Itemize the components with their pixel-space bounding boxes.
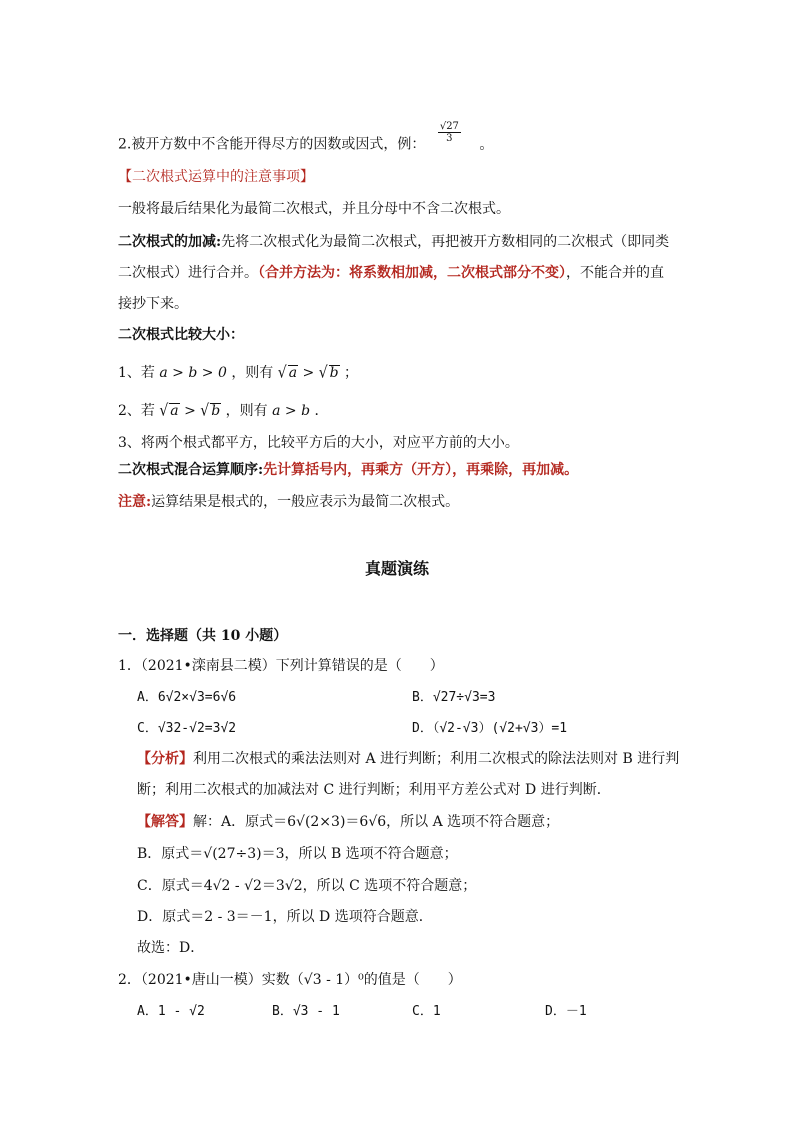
question-2-option-a: A．1 - √2 xyxy=(137,1004,205,1019)
question-2-option-b: B．√3 - 1 xyxy=(272,1004,340,1019)
add-text: 二次根式）进行合并。 xyxy=(118,265,258,281)
question-1-analysis xyxy=(137,748,679,768)
condition: a > b xyxy=(272,403,311,419)
answer-text: 解：A．原式＝6√(2×3)＝6√6，所以 A 选项不符合题意； xyxy=(193,814,560,830)
compare-text: ． xyxy=(314,403,329,419)
notes-heading: 【二次根式运算中的注意事项】 xyxy=(118,169,314,185)
sqrt-a: √ a xyxy=(277,363,298,383)
question-1-answer-c: C．原式＝4√2 - √2＝3√2，所以 C 选项不符合题意； xyxy=(137,878,477,894)
merge-method: （合并方法为：将系数相加减，二次根式部分不变） xyxy=(258,265,566,281)
section-title: 真题演练 xyxy=(364,559,429,578)
question-1-answer xyxy=(137,811,559,831)
order-text: 先计算括号内，再乘方（开方），再乘除，再加减。 xyxy=(263,462,579,478)
add-subtract-rule-end: 接抄下来。 xyxy=(118,296,188,312)
question-1-option-c: C．√32-√2=3√2 xyxy=(137,721,237,736)
fraction-numerator: 27 xyxy=(446,121,459,132)
order-rule xyxy=(118,459,578,479)
question-2-option-c: C．1 xyxy=(412,1004,441,1019)
compare-text: 1、若 xyxy=(118,365,155,381)
compare-text: ，则有 xyxy=(225,403,268,419)
notes-line: 一般将最后结果化为最简二次根式，并且分母中不含二次根式。 xyxy=(118,201,510,217)
question-1-choice: 故选：D． xyxy=(137,940,205,956)
fraction-example: $\frac{√27}{3}$ xyxy=(439,121,459,144)
add-text: 先将二次根式化为最简二次根式，再把被开方数相同的二次根式（即同类 xyxy=(221,234,670,250)
question-1-option-d: D．（√2-√3）(√2+√3）=1 xyxy=(412,721,568,736)
add-subtract-rule xyxy=(118,231,669,251)
compare-rule-2: 2、若 √ a > √ b ，则有 a > b ． xyxy=(118,401,329,421)
order-label: 二次根式混合运算顺序: xyxy=(118,462,264,478)
question-1-option-a: A．6√2×√3=6√6 xyxy=(137,690,237,705)
rule-suffix: 。 xyxy=(479,136,494,153)
question-1-answer-d: D．原式＝2 - 3＝－1，所以 D 选项符合题意． xyxy=(137,909,433,925)
compare-rule-3: 3、将两个根式都平方，比较平方后的大小，对应平方前的大小。 xyxy=(118,435,519,451)
analysis-tag: 【分析】 xyxy=(137,751,193,767)
add-subtract-rule-cont xyxy=(118,262,664,282)
question-2-stem: 2．（2021•唐山一模）实数（√3 - 1）⁰的值是（ ） xyxy=(118,972,462,988)
add-label: 二次根式的加减: xyxy=(118,234,222,250)
compare-heading: 二次根式比较大小： xyxy=(118,327,244,343)
rule-text: 2.被开方数中不含能开得尽方的因数或因式，例： xyxy=(118,136,426,153)
question-1-answer-b: B．原式＝√(27÷3)＝3，所以 B 选项不符合题意； xyxy=(137,846,458,862)
sqrt-a: √ a xyxy=(159,401,179,421)
attention-note xyxy=(118,491,459,511)
compare-text: 2、若 xyxy=(118,403,155,419)
add-text: ，不能合并的直 xyxy=(566,265,664,281)
question-2-option-d: D．－1 xyxy=(545,1004,587,1019)
sqrt-b: √ b xyxy=(318,363,339,383)
compare-rule-1: 1、若 a > b > 0 ，则有 √ a > √ b ； xyxy=(118,363,359,383)
question-1-stem: 1．（2021•滦南县二模）下列计算错误的是（ ） xyxy=(118,658,444,674)
compare-text: ； xyxy=(344,365,359,381)
fraction-denominator: 3 xyxy=(446,133,453,144)
attention-label: 注意: xyxy=(118,494,152,510)
condition: a > b > 0 xyxy=(159,365,227,381)
question-1-option-b: B．√27÷√3=3 xyxy=(412,690,496,705)
compare-text: ，则有 xyxy=(231,365,274,381)
question-1-analysis-cont: 断；利用二次根式的加减法对 C 进行判断；利用平方差公式对 D 进行判断． xyxy=(137,782,611,798)
attention-text: 运算结果是根式的，一般应表示为最简二次根式。 xyxy=(151,494,460,510)
answer-tag: 【解答】 xyxy=(137,814,193,830)
rule-item-2 xyxy=(118,121,494,156)
part-heading: 一．选择题（共 10 小题） xyxy=(118,628,288,644)
sqrt-b: √ b xyxy=(200,401,221,421)
analysis-text: 利用二次根式的乘法法则对 A 进行判断；利用二次根式的除法法则对 B 进行判 xyxy=(193,751,680,767)
